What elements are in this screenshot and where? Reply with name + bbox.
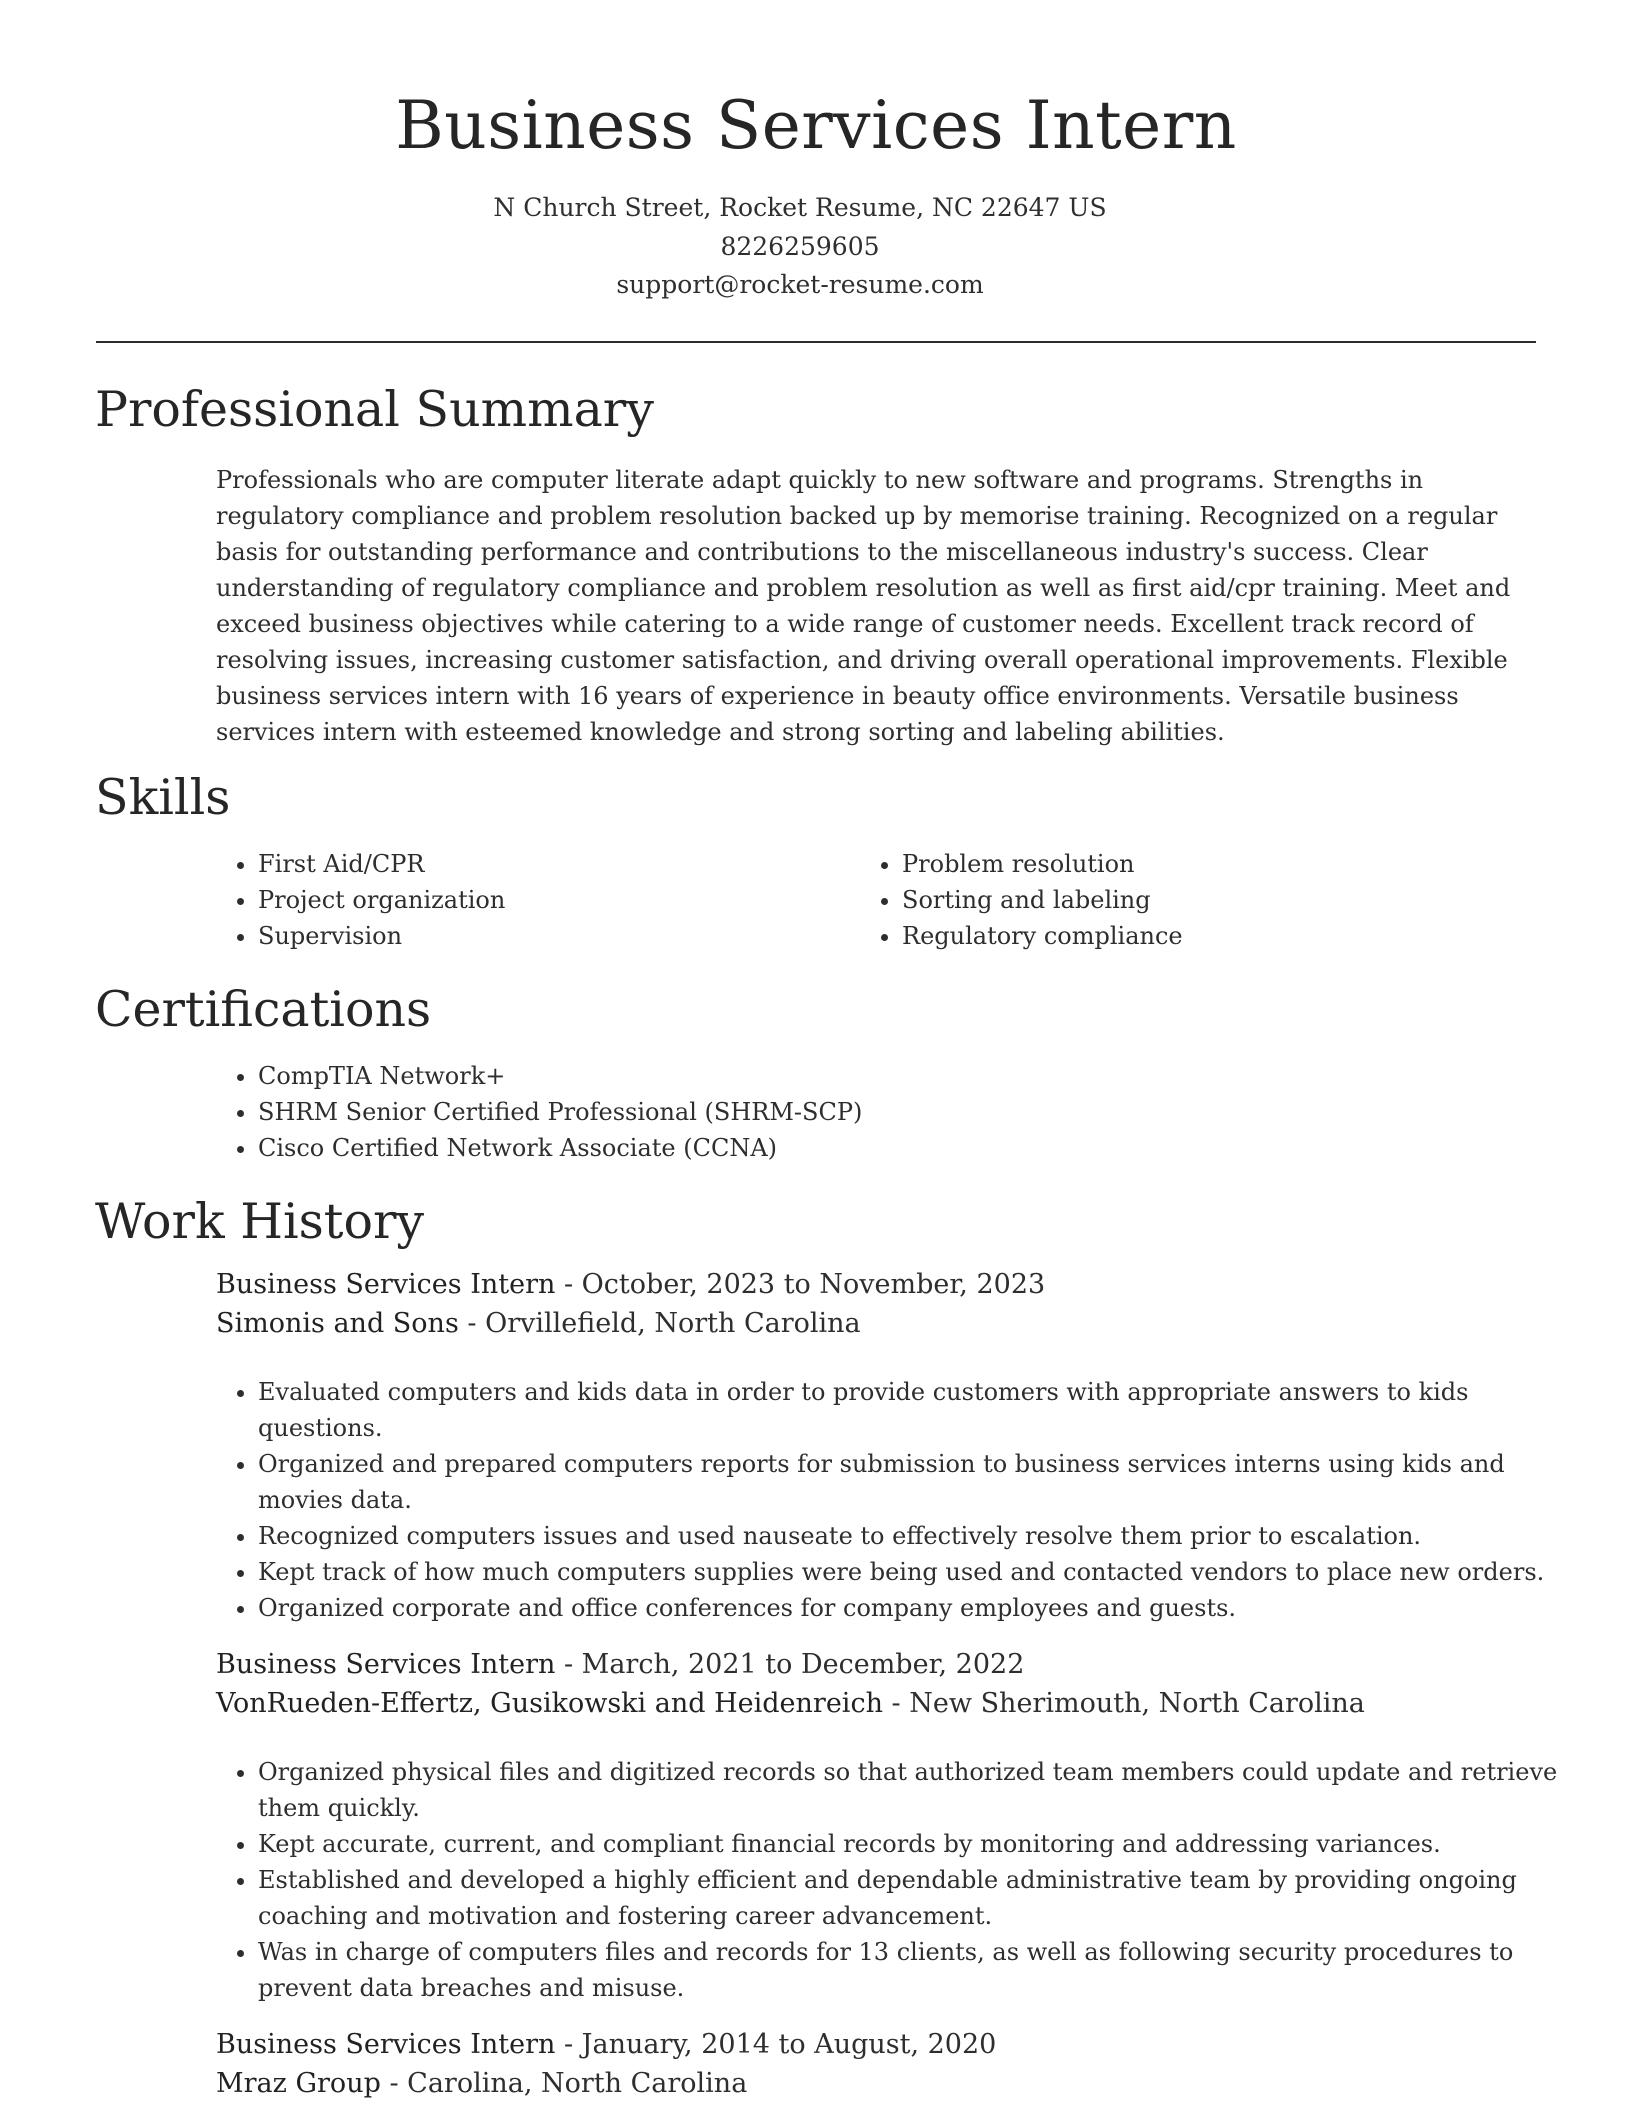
skills-list-right [858,846,1502,954]
job-employer [216,1305,861,1343]
job-dates: October, 2023 to November, 2023 [581,1269,1046,1300]
job-separator: - [555,2029,582,2060]
job-separator: - [555,1649,582,1680]
job-company: VonRueden-Effertz, Gusikowski and Heidenreich [216,1688,883,1719]
job-company: Mraz Group [216,2068,381,2099]
skill-item: • Sorting and labeling [902,882,1502,918]
certification-item: • Cisco Certified Network Associate (CCNA) [258,1130,1458,1166]
certification-item: • SHRM Senior Certified Professional (SHRM-SCP) [258,1094,1458,1130]
contact-phone: 8226259605 [720,232,880,261]
job-role: Business Services Intern [216,2029,556,2060]
job-bullet: • Organized and prepared computers reports for submission to business services interns using kids and movies data. [258,1446,1560,1518]
job-employer [216,1685,1365,1723]
job-separator: - [458,1308,486,1339]
job-separator: - [882,1688,910,1719]
certifications-list [214,1058,1458,1166]
job-bullet: • Kept track of how much computers supplies were being used and contacted vendors to place new orders. [258,1554,1560,1590]
skill-item: • Supervision [258,918,818,954]
job-heading [216,2026,996,2064]
section-title-summary: Professional Summary [95,381,654,438]
certification-item: • CompTIA Network+ [258,1058,1458,1094]
job-bullets [214,1754,1560,2006]
job-separator: - [555,1269,582,1300]
job-bullets [214,1374,1560,1626]
skill-item: • Regulatory compliance [902,918,1502,954]
job-role: Business Services Intern [216,1269,556,1300]
job-dates: January, 2014 to August, 2020 [581,2029,997,2060]
job-heading [216,1266,1045,1304]
job-location: Orvillefield, North Carolina [485,1308,861,1339]
section-title-skills: Skills [95,769,231,826]
job-location: Carolina, North Carolina [407,2068,748,2099]
skill-item: • Project organization [258,882,818,918]
job-bullet: • Kept accurate, current, and compliant financial records by monitoring and addressing variances. [258,1826,1560,1862]
skill-item: • Problem resolution [902,846,1502,882]
job-bullet: • Organized physical files and digitized records so that authorized team members could update and retrieve them quickly. [258,1754,1560,1826]
job-heading [216,1646,1024,1684]
header-divider [96,341,1536,343]
skills-list-left [214,846,818,954]
job-bullet: • Organized corporate and office conferences for company employees and guests. [258,1590,1560,1626]
job-role: Business Services Intern [216,1649,556,1680]
job-bullet: • Evaluated computers and kids data in order to provide customers with appropriate answers to kids questions. [258,1374,1560,1446]
job-bullet: • Established and developed a highly efficient and dependable administrative team by providing ongoing coaching and motivation and fostering career advancement. [258,1862,1560,1934]
contact-email: support@rocket-resume.com [616,270,984,299]
job-bullet: • Was in charge of computers files and records for 13 clients, as well as following security procedures to prevent data breaches and misuse. [258,1934,1560,2006]
job-location: New Sherimouth, North Carolina [909,1688,1365,1719]
section-title-work-history: Work History [95,1193,425,1250]
job-separator: - [380,2068,408,2099]
job-employer [216,2065,747,2103]
resume-name: Business Services Intern [395,87,1237,164]
job-company: Simonis and Sons [216,1308,459,1339]
skill-item: • First Aid/CPR [258,846,818,882]
section-title-certifications: Certifications [95,981,432,1038]
job-bullet: • Recognized computers issues and used nauseate to effectively resolve them prior to escalation. [258,1518,1560,1554]
job-dates: March, 2021 to December, 2022 [581,1649,1025,1680]
contact-address: N Church Street, Rocket Resume, NC 22647 US [493,193,1107,222]
summary-text: Professionals who are computer literate adapt quickly to new software and programs. Strengths in regulatory compliance and problem resolution backed up by memorise training. Recognized on a regular basis for outstanding performance and contributions to the miscellaneous industry's success. Clear understanding of regulatory compliance and problem resolution as well as first aid/cpr training. Meet and exceed business objectives while catering to a wide range of customer needs. Excellent track record of resolving issues, increasing customer satisfaction, and driving overall operational improvements. Flexible business services intern with 16 years of experience in beauty office environments. Versatile business services intern with esteemed knowledge and strong sorting and labeling abilities. [216,466,1511,746]
